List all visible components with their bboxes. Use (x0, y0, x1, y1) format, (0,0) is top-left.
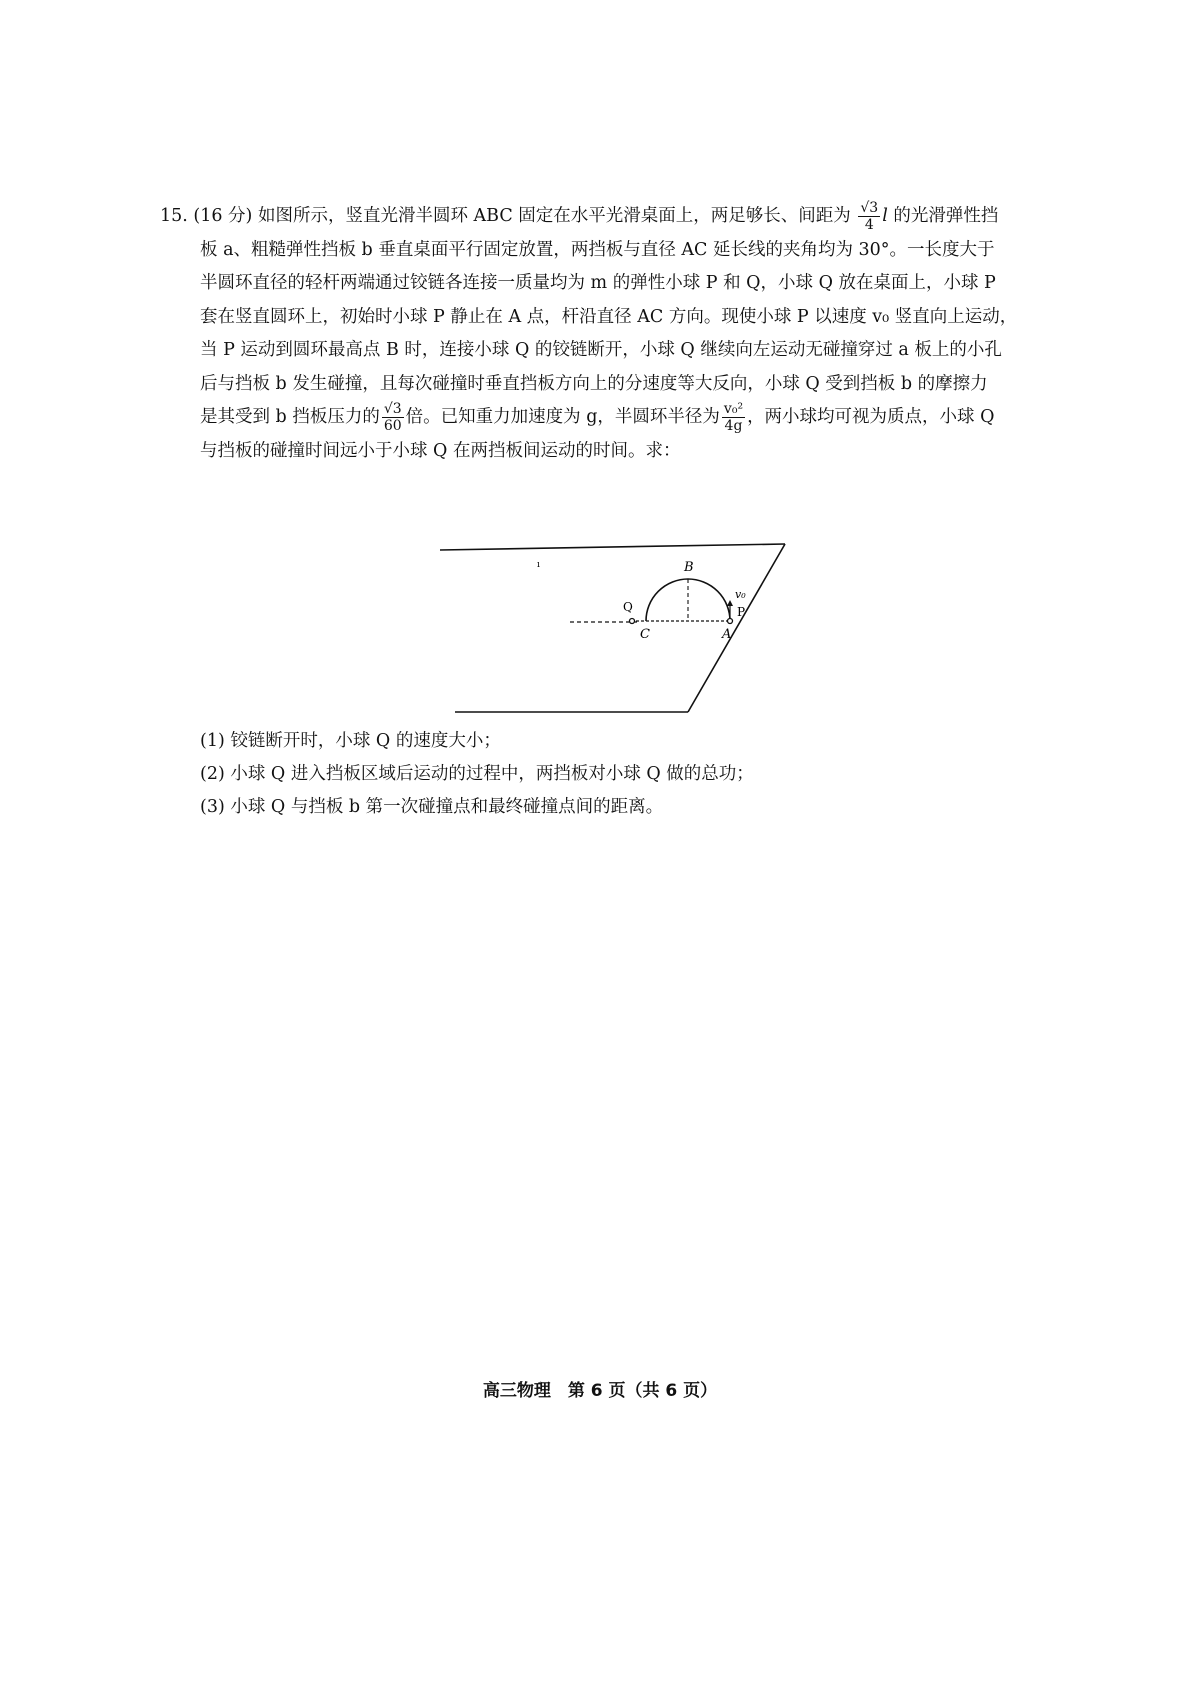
label-b: B (684, 560, 694, 575)
ball-q (630, 619, 635, 624)
label-p: P (737, 605, 746, 619)
slanted-edge-line (688, 544, 785, 712)
label-q: Q (623, 600, 633, 614)
question-1: (1) 铰链断开时，小球 Q 的速度大小； (200, 731, 501, 751)
sub-questions (200, 725, 900, 824)
problem-line-3: 半圆环直径的轻杆两端通过铰链各连接一质量均为 m 的弹性小球 P 和 Q，小球 Q 放在桌面上，小球 P (200, 273, 996, 293)
problem-line-4: 套在竖直圆环上，初始时小球 P 静止在 A 点，杆沿直径 AC 方向。现使小球 P 以速度 v₀ 竖直向上运动， (200, 306, 1018, 327)
problem-15 (160, 200, 1018, 468)
problem-line-6: 后与挡板 b 发生碰撞，且每次碰撞时垂直挡板方向上的分速度等大反向，小球 Q 受到挡板 b 的摩擦力 (200, 373, 988, 394)
question-2: (2) 小球 Q 进入挡板区域后运动的过程中，两挡板对小球 Q 做的总功； (200, 764, 754, 784)
problem-line-8: 与挡板的碰撞时间远小于小球 Q 在两挡板间运动的时间。求： (200, 440, 681, 461)
page-footer: 高三物理 第 6 页（共 6 页） (482, 1381, 718, 1401)
fraction-plate-spacing: $\frac{√3}{4}$ (860, 200, 879, 233)
problem-line-1: 15. (16 分) 如图所示，竖直光滑半圆环 ABC 固定在水平光滑桌面上，两足够长、间距为 $\frac{√3}{4}$ l 的光滑弹性挡 (160, 200, 999, 233)
label-mark: ı (537, 560, 540, 570)
plate-a-line (440, 544, 785, 550)
label-v0: v₀ (735, 588, 746, 601)
question-3: (3) 小球 Q 与挡板 b 第一次碰撞点和最终碰撞点间的距离。 (200, 797, 664, 817)
apparatus-diagram (440, 540, 800, 720)
fraction-radius: $\frac{\text{v₀²}}{4g}$ (723, 401, 744, 434)
ball-p (728, 619, 733, 624)
label-a: A (722, 627, 732, 642)
label-c: C (640, 627, 650, 642)
problem-line-2: 板 a、粗糙弹性挡板 b 垂直桌面平行固定放置，两挡板与直径 AC 延长线的夹角均为 30°。一长度大于 (200, 239, 995, 260)
velocity-arrowhead (727, 600, 733, 606)
problem-line-5: 当 P 运动到圆环最高点 B 时，连接小球 Q 的铰链断开，小球 Q 继续向左运动无碰撞穿过 a 板上的小孔 (200, 340, 1002, 360)
problem-line-7: 是其受到 b 挡板压力的 $\frac{√3}{60}$ 倍。已知重力加速度为 g，半圆环半径为 $\frac{\text{v₀²}}{4g}$ ，两小球均可视为质点，小球 Q (200, 401, 995, 434)
fraction-friction-ratio: $\frac{√3}{60}$ (383, 401, 402, 434)
